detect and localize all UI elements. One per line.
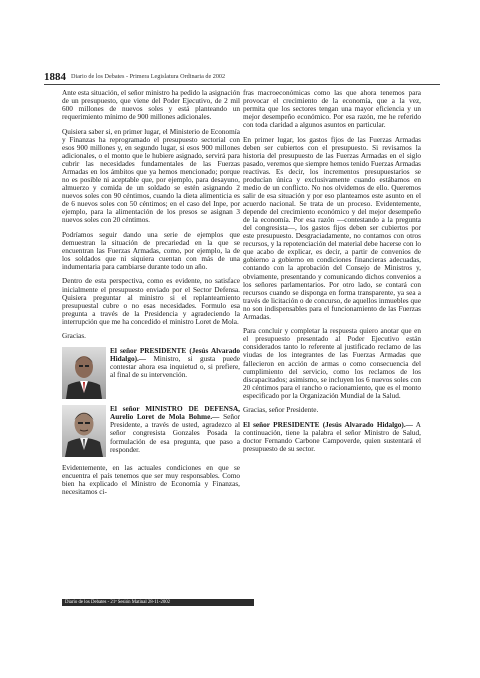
left-column <box>62 89 240 496</box>
paragraph: fras macroeconómicas como las que ahora tenemos para provocar el crecimiento de la economía, que a la vez, permita que los sectores tengan una mayor eficiencia y un mejor desempeño económico. Por esa razón, me he referido con toda claridad a algunos asuntos en particular. <box>243 89 421 130</box>
speaker-text: Señor Presidente, a través de usted, agradezco al señor congresista Gonzales Posada la formulación de esa pregunta, que paso a responder. <box>110 413 240 454</box>
speaker-photo-president <box>62 347 106 399</box>
speaker-block-minister <box>62 405 240 457</box>
speaker-paragraph <box>243 421 421 453</box>
speaker-name: El señor PRESIDENTE (Jesús Alvarado Hidalgo).— <box>243 420 413 429</box>
paragraph: Gracias. <box>62 332 86 341</box>
paragraph: Quisiera saber si, en primer lugar, el Ministerio de Economía y Finanzas ha reprogramado el presupuesto sectorial con esos 900 millones y, en segundo lugar, si esos 900 millones adicionales, o el monto que le hubiere asignado, servirá para cubrir las necesidades fundamentales de las Fuerzas Armadas en los ámbitos que ya hemos mencionado; porque no es posible ni aceptable que, por ejemplo, para desayuno, almuerzo y comida de un soldado se estén asignando 2 nuevos soles con 90 céntimos, cuando la dieta alimenticia es de 6 nuevos soles con 50 céntimos; en el caso del Inpe, por ejemplo, para la alimentación de los presos se asignan 3 nuevos soles con 20 céntimos. <box>62 127 240 225</box>
page-number: 1884 <box>44 71 66 83</box>
speaker-name: El señor MINISTRO DE DEFENSA, Aurelio Loret de Mola Bohme.— <box>110 405 240 422</box>
footer-bar <box>62 599 254 606</box>
page-header <box>44 71 440 85</box>
paragraph: Para concluir y completar la respuesta quiero anotar que en el presupuesto presentado al Poder Ejecutivo están considerados tanto lo referente al justificado reclamo de las viudas de los integrantes de las Fuerzas Armadas que fallecieron en acción de armas o como consecuencia del cumplimiento del servicio, como los reclamos de los discapacitados; asimismo, se incluyen los 6 nuevos soles con 20 céntimos para el rancho o racionamiento, que es el monto especificado por la Organización Mundial de la Salud. <box>243 327 421 400</box>
speaker-name: El señor PRESIDENTE (Jesús Alvarado Hidalgo).— <box>110 346 240 363</box>
speaker-block-president <box>62 347 240 399</box>
speaker-text: Ministro, si gusta puede contestar ahora esa inquietud o, si prefiere, al final de su intervención. <box>110 354 240 379</box>
right-column <box>243 89 421 453</box>
speaker-text: A continuación, tiene la palabra el señor Ministro de Salud, doctor Fernando Carbone Campoverde, quien sustentará el presupuesto de su sector. <box>243 420 421 453</box>
paragraph: Dentro de esta perspectiva, como es evidente, no satisface inicialmente el presupuesto enviado por el Sector Defensa. Quisiera preguntar al ministro si el replanteamiento presupuestal cubre o no esas necesidades. Formulo esa pregunta a través de la Presidencia y agradeciendo la interrupción que me ha concedido el ministro Loret de Mola. <box>62 277 240 326</box>
header-rule <box>44 84 440 85</box>
paragraph: Ante esta situación, el señor ministro ha pedido la asignación de un presupuesto, que viene del Poder Ejecutivo, de 2 mil 600 millones de nuevos soles y está planteando un requerimiento mínimo de 900 millones adicionales. <box>62 89 240 122</box>
paragraph: Gracias, señor Presidente. <box>243 406 319 415</box>
paragraph: En primer lugar, los gastos fijos de las Fuerzas Armadas deben ser cubiertos con el presupuesto. Si revisamos la historia del presupuesto de las Fuerzas Armadas en el siglo pasado, veremos que siempre hemos tenido Fuerzas Armadas reactivas. Es decir, los incrementos presupuestarios se producían única y exclusivamente cuando estábamos en medio de un conflicto. No nos olvidemos de ello. Queremos salir de esa situación y por eso planteamos este asunto en el acuerdo nacional. Se trata de un proceso. Evidentemente, depende del crecimiento económico y del mejor desempeño de la economía. Por esa razón —contestando a la pregunta del congresista—, los gastos fijos deben ser cubiertos por este presupuesto. Desgraciadamente, no contamos con otros recursos, y la repotenciación del material debe hacerse con lo que acabo de explicar, es decir, a partir de convenios de gobierno a gobierno en condiciones financieras adecuadas, contando con la aprobación del Consejo de Ministros y, obviamente, presentando y comunicando dichos convenios a los señores parlamentarios. Por otro lado, se contará con recursos cuando se disponga en forma transparente, ya sea a través de licitación o de concurso, de aquellos inmuebles que no son indispensables para el funcionamiento de las Fuerzas Armadas. <box>243 135 421 321</box>
paragraph: Podríamos seguir dando una serie de ejemplos que demuestran la situación de precariedad en la que se encuentran las Fuerzas Armadas, como, por ejemplo, la de los soldados que ni siquiera cuentan con más de una indumentaria para cambiarse durante todo un año. <box>62 230 240 271</box>
paragraph: Evidentemente, en las actuales condiciones en que se encuentra el país tenemos que ser muy responsables. Como bien ha explicado el Ministro de Economía y Finanzas, necesitamos ci- <box>62 463 240 496</box>
speaker-photo-minister <box>62 405 106 457</box>
running-title: Diario de los Debates - Primera Legislatura Ordinaria de 2002 <box>71 73 226 80</box>
footer-text: Diario de los Debates - 21ª Sesión Matinal 28-11-2002 <box>65 600 171 605</box>
